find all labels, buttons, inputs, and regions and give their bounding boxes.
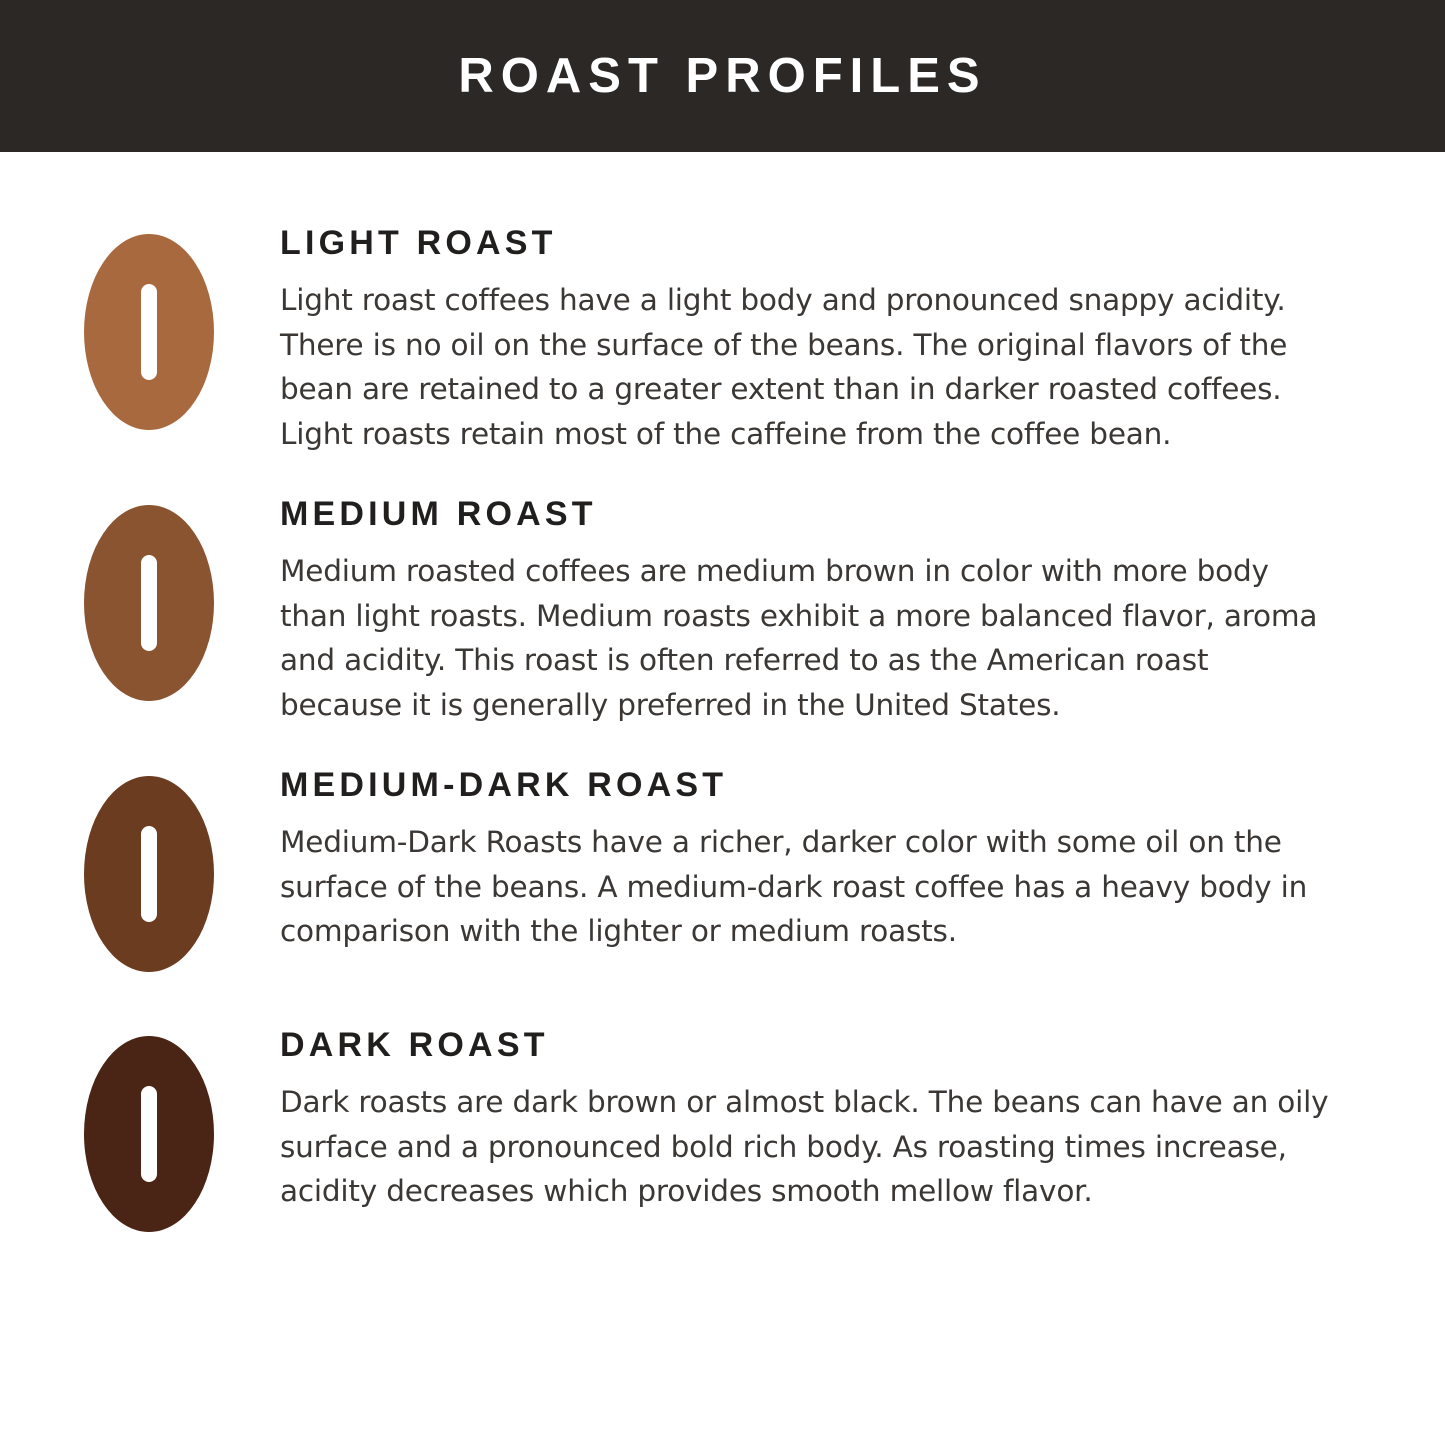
coffee-bean-icon — [84, 505, 214, 701]
bean-icon-wrap — [84, 1028, 280, 1232]
roast-text-block — [280, 226, 1349, 457]
page-title: ROAST PROFILES — [458, 48, 987, 103]
roast-title: LIGHT ROAST — [280, 224, 557, 262]
bean-icon-wrap — [84, 497, 280, 701]
coffee-bean-icon — [84, 1036, 214, 1232]
page-header — [0, 0, 1445, 152]
bean-crease — [141, 1086, 157, 1182]
coffee-bean-icon — [84, 234, 214, 430]
roast-title: MEDIUM ROAST — [280, 495, 597, 533]
bean-icon-wrap — [84, 768, 280, 972]
coffee-bean-icon — [84, 776, 214, 972]
roast-title: MEDIUM-DARK ROAST — [280, 766, 728, 804]
roast-description: Medium roasted coffees are medium brown in color with more body than light roasts. Medium roasts exhibit a more balanced flavor, aroma and acidity. This roast is often referred to as the American roast because it is generally preferred in the United States. — [280, 553, 1318, 723]
list-item — [84, 768, 1349, 972]
bean-crease — [141, 284, 157, 380]
roast-description: Dark roasts are dark brown or almost black. The beans can have an oily surface and a pronounced bold rich body. As roasting times increase, acidity decreases which provides smooth mellow flavor. — [280, 1084, 1329, 1209]
bean-icon-wrap — [84, 226, 280, 430]
roast-text-block — [280, 768, 1349, 954]
bean-crease — [141, 826, 157, 922]
roast-description: Medium-Dark Roasts have a richer, darker color with some oil on the surface of the beans. A medium-dark roast coffee has a heavy body in comparison with the lighter or medium roasts. — [280, 824, 1308, 949]
list-item — [84, 226, 1349, 457]
roast-text-block — [280, 1028, 1349, 1214]
roast-list — [0, 152, 1445, 1232]
roast-text-block — [280, 497, 1349, 728]
roast-description: Light roast coffees have a light body and pronounced snappy acidity. There is no oil on the surface of the beans. The original flavors of the bean are retained to a greater extent than in darker roasted coffees. Light roasts retain most of the caffeine from the coffee bean. — [280, 282, 1288, 452]
bean-crease — [141, 555, 157, 651]
roast-title: DARK ROAST — [280, 1026, 549, 1064]
list-item — [84, 1028, 1349, 1232]
list-item — [84, 497, 1349, 728]
